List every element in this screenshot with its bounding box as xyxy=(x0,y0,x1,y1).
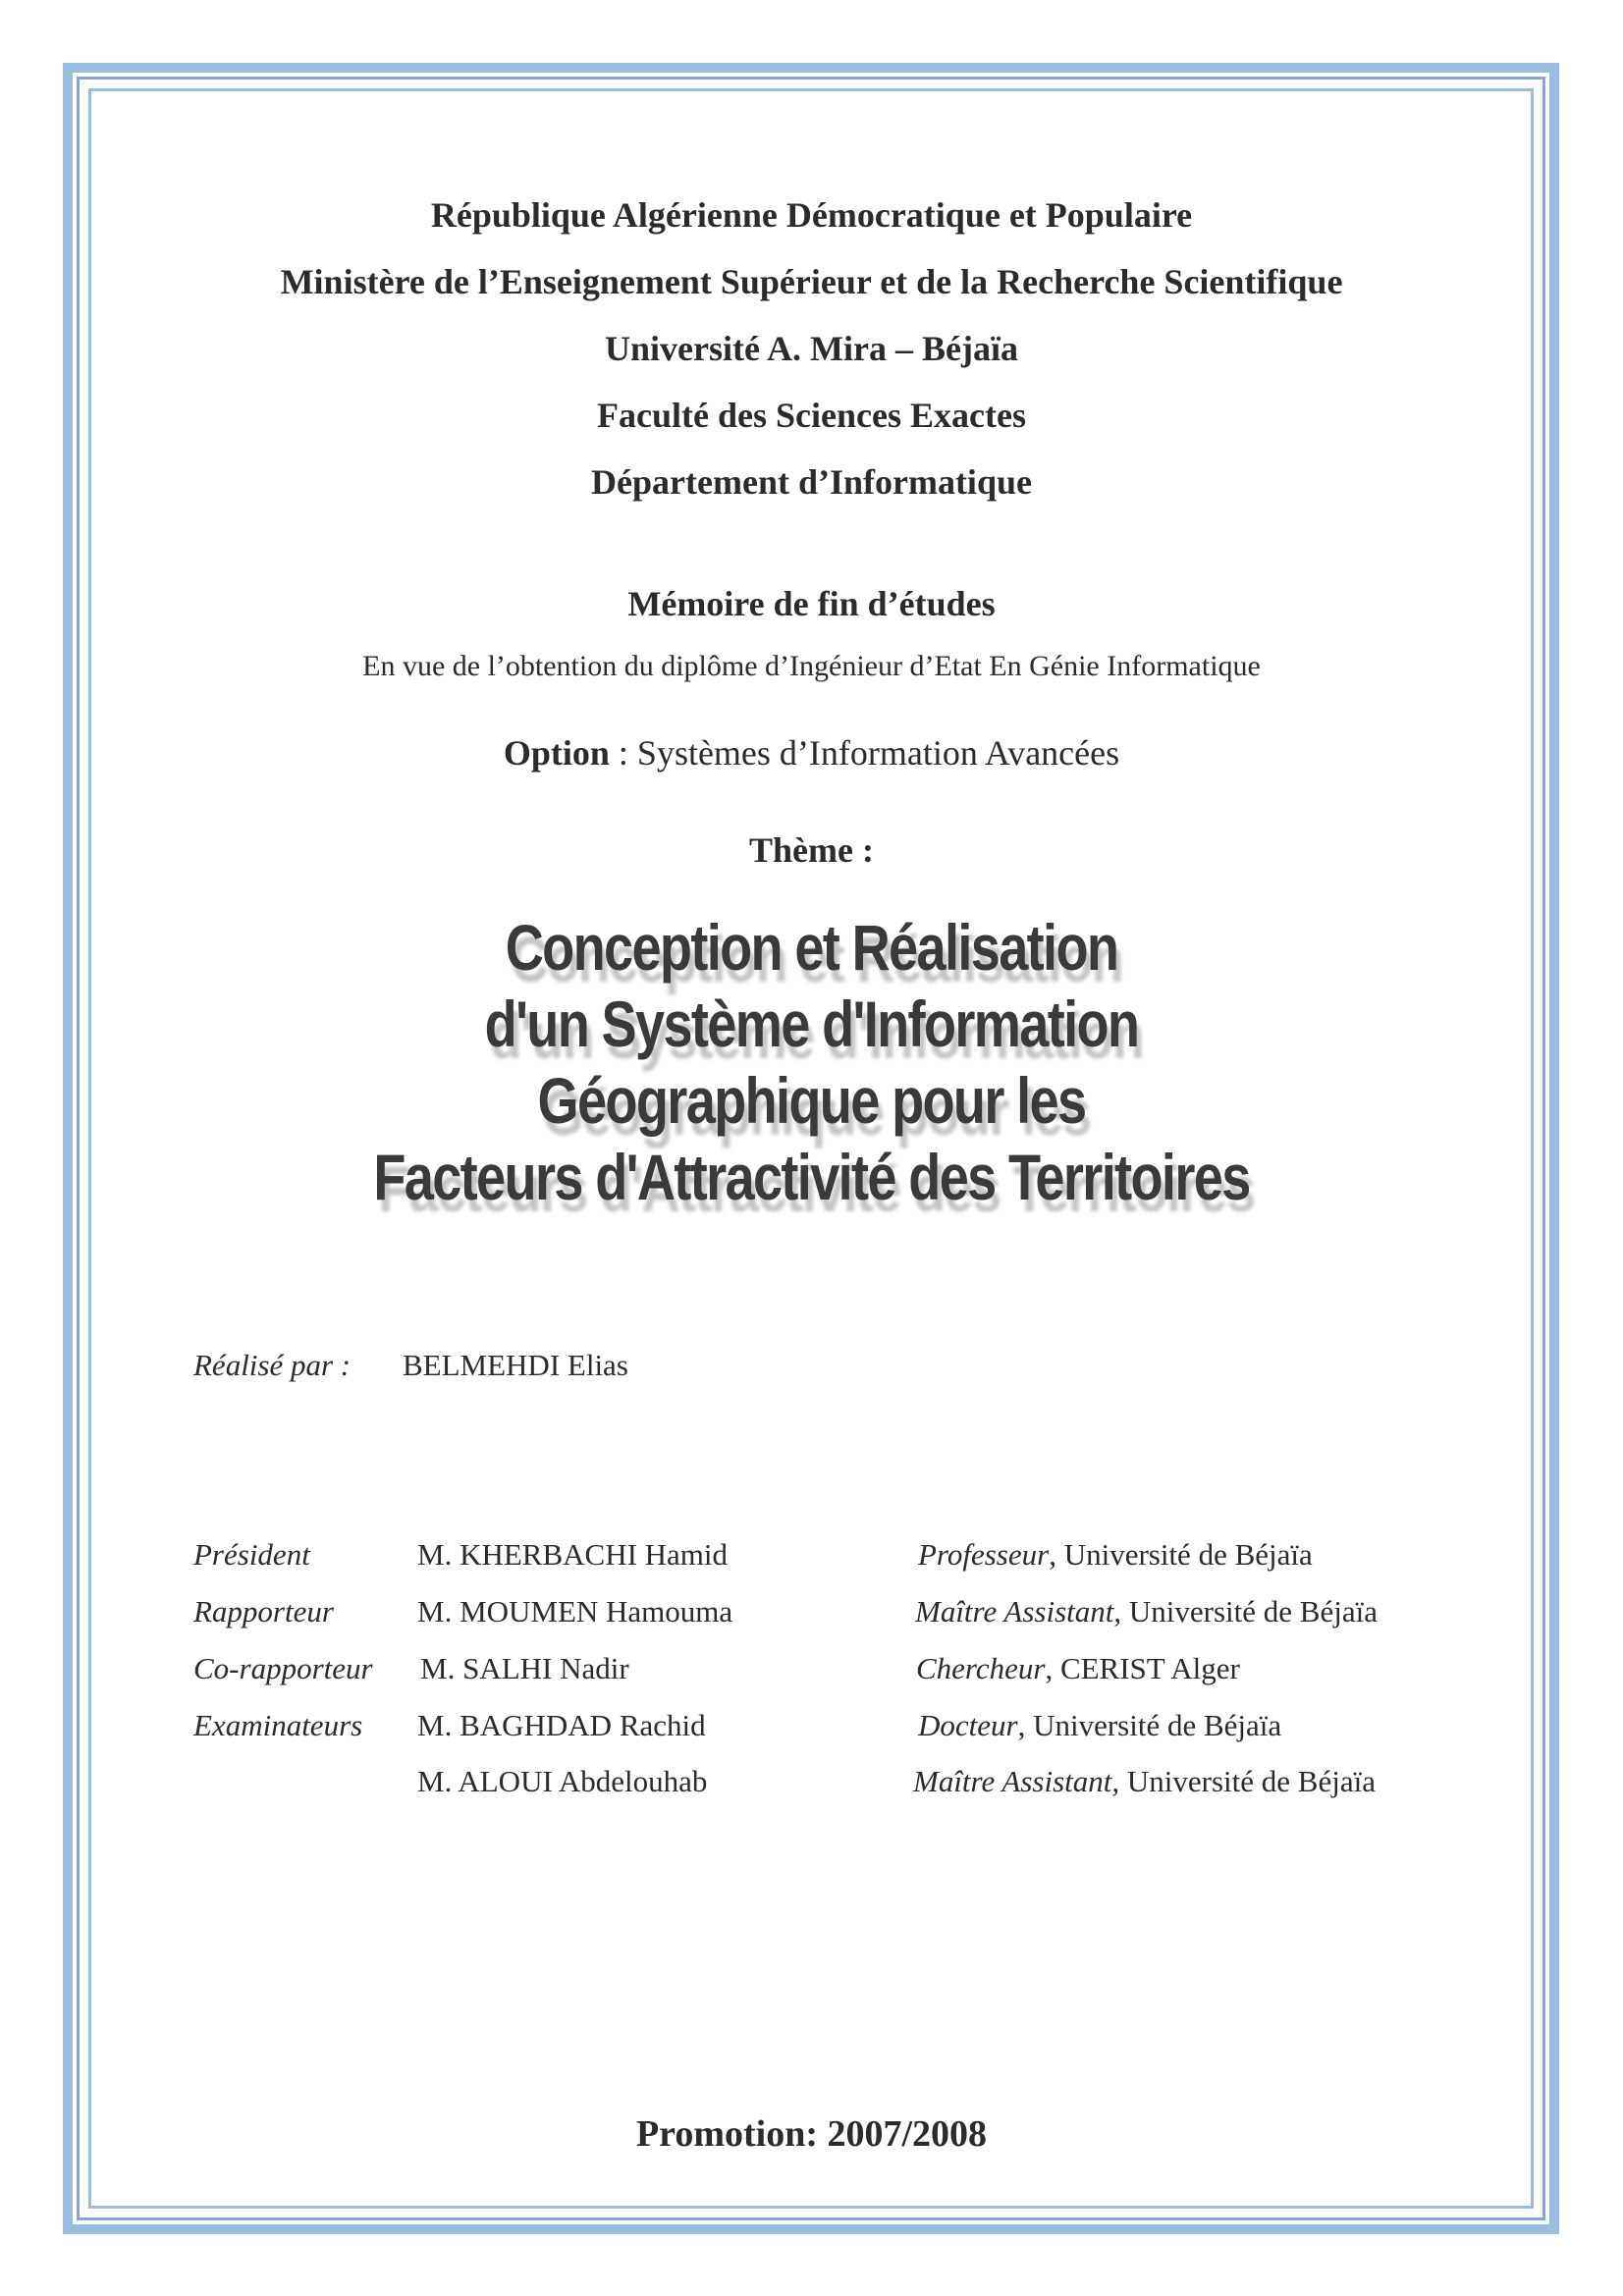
theme-label: Thème : xyxy=(749,830,874,870)
theme-title-line-2: d'un Système d'Information xyxy=(484,988,1139,1060)
jury-institution: , Université de Béjaïa xyxy=(1113,1594,1378,1629)
jury-affiliation xyxy=(915,1594,1378,1629)
jury-affiliation xyxy=(918,1708,1281,1743)
option-value: Systèmes d’Information Avancées xyxy=(636,733,1120,773)
jury-institution: Université de Béjaïa xyxy=(1119,1764,1376,1798)
jury-role: Examinateurs xyxy=(193,1708,363,1742)
jury-institution: , Université de Béjaïa xyxy=(1049,1537,1313,1572)
jury-affiliation xyxy=(918,1537,1313,1573)
header-university: Université A. Mira – Béjaïa xyxy=(605,329,1018,368)
jury-title: Maître Assistant xyxy=(915,1594,1114,1629)
jury-institution: , CERIST Alger xyxy=(1045,1651,1240,1685)
jury-name: M. MOUMEN Hamouma xyxy=(417,1594,733,1629)
option-separator: : xyxy=(609,733,637,773)
jury-role: Président xyxy=(193,1537,310,1572)
jury-affiliation xyxy=(916,1651,1240,1686)
option-label: Option xyxy=(503,733,610,773)
author-name: BELMEHDI Elias xyxy=(403,1348,628,1382)
jury-title: Docteur xyxy=(918,1708,1018,1742)
theme-title xyxy=(0,909,1623,1215)
jury-name: M. BAGHDAD Rachid xyxy=(417,1708,706,1742)
jury-title: Maître Assistant, xyxy=(913,1764,1120,1798)
author-label: Réalisé par : xyxy=(193,1348,352,1382)
jury-name: M. SALHI Nadir xyxy=(420,1651,629,1685)
header-republic: République Algérienne Démocratique et Populaire xyxy=(430,195,1193,235)
theme-title-line-3: Géographique pour les xyxy=(537,1064,1086,1137)
memoire-title: Mémoire de fin d’études xyxy=(627,584,996,623)
jury-name: M. KHERBACHI Hamid xyxy=(417,1537,729,1572)
header-faculty: Faculté des Sciences Exactes xyxy=(597,396,1026,435)
jury-affiliation xyxy=(913,1764,1376,1799)
jury-institution: , Université de Béjaïa xyxy=(1017,1708,1282,1742)
option-line xyxy=(0,732,1623,774)
promotion: Promotion: 2007/2008 xyxy=(635,2113,988,2155)
theme-title-line-4: Facteurs d'Attractivité des Territoires xyxy=(373,1141,1250,1213)
jury-role: Rapporteur xyxy=(193,1594,334,1629)
jury-title: Chercheur xyxy=(916,1651,1046,1685)
memoire-subtitle: En vue de l’obtention du diplôme d’Ingénieur d’Etat En Génie Informatique xyxy=(362,650,1261,682)
jury-role: Co-rapporteur xyxy=(193,1651,373,1685)
jury-name: M. ALOUI Abdelouhab xyxy=(417,1764,708,1798)
jury-title: Professeur xyxy=(918,1537,1050,1572)
theme-title-line-1: Conception et Réalisation xyxy=(505,911,1118,984)
header-department: Département d’Informatique xyxy=(591,462,1032,502)
header-ministry: Ministère de l’Enseignement Supérieur et de la Recherche Scientifique xyxy=(280,262,1343,301)
